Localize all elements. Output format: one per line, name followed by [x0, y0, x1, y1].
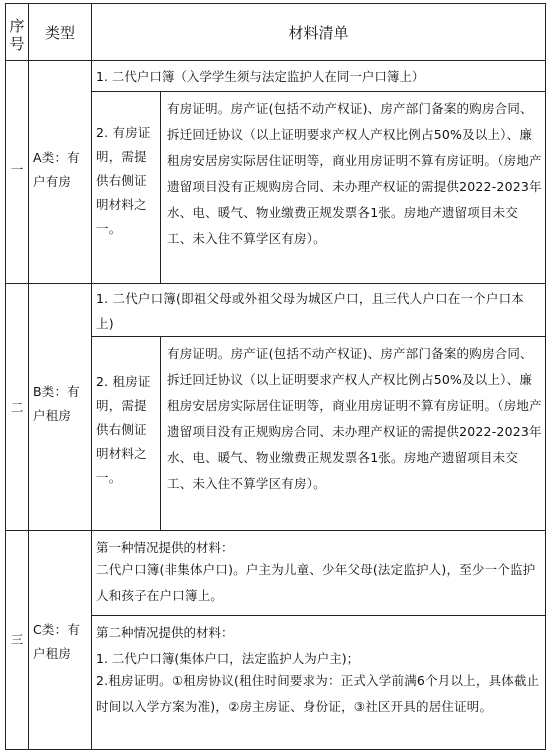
row-divider-bc — [5, 530, 546, 531]
header-type: 类型 — [44, 24, 75, 42]
row-b-item2-detail: 有房证明。房产证(包括不动产权证)、房产部门备案的购房合同、拆迁回迁协议（以上证明要求产权人产权比例占50%及以上）、廉租房安居房实际居住证明等，商业用房证明不算有房证明。（房地产遗留项目没有正规购房合同、未办理产权证的需提供2022-2023年水、电、暖气、物业缴费正规发票各1张。房地产遗留项目未交工、未入住不算学区有房）。 — [167, 346, 542, 491]
row-b-item2-label: 2. 租房证明，需提供右侧证明材料之一。 — [96, 374, 151, 485]
row-c-case2-item1: 1. 二代户口簿(集体户口，法定监护人为户主)； — [96, 651, 360, 666]
row-a-type: A类：有户有房 — [33, 150, 80, 189]
header-materials: 材料清单 — [288, 24, 349, 42]
rowA-inner-v — [160, 91, 161, 283]
row-c-case2-item2: 2.租房证明。①租房协议(租住时间要求为：正式入学前满6个月以上，具体截止时间以入学方案为准)，②房主房证、身份证，③社区开具的居住证明。 — [96, 673, 540, 714]
row-a-number: 一 — [10, 162, 24, 177]
row-c-type: C类：有户租房 — [33, 622, 81, 661]
col-divider-1 — [28, 3, 29, 750]
rowB-inner-v — [160, 336, 161, 530]
row-b-type: B类：有户租房 — [33, 384, 80, 423]
rowC-inner-h — [91, 615, 546, 616]
row-divider-ab — [5, 283, 546, 284]
row-c-number: 三 — [10, 632, 24, 647]
row-c-case1-body: 二代户口簿(非集体户口)。户主为儿童、少年父母(法定监护人)，至少一个监护人和孩子在户口簿上。 — [96, 562, 536, 603]
header-divider — [5, 60, 546, 61]
col-divider-2 — [91, 3, 92, 750]
row-a-item1: 1. 二代户口簿（入学学生须与法定监护人在同一户口簿上） — [96, 69, 425, 84]
row-a-item2-label: 2. 有房证明，需提供右侧证明材料之一。 — [96, 125, 151, 236]
row-b-item1: 1. 二代户口簿(即祖父母或外祖父母为城区户口，且三代人户口在一个户口本上) — [96, 291, 524, 331]
row-a-item2-detail: 有房证明。房产证(包括不动产权证)、房产部门备案的购房合同、拆迁回迁协议（以上证明要求产权人产权比例占50%及以上）、廉租房安居房实际居住证明等，商业用房证明不算有房证明。（房地产遗留项目没有正规购房合同、未办理产权证的需提供2022-2023年水、电、暖气、物业缴费正规发票各1张。房地产遗留项目未交工、未入住不算学区有房）。 — [167, 101, 542, 246]
row-c-case1-title: 第一种情况提供的材料： — [96, 540, 234, 555]
row-b-number: 二 — [10, 400, 24, 415]
row-c-case2-title: 第二种情况提供的材料： — [96, 625, 234, 640]
header-seq: 序号 — [9, 17, 25, 53]
table-border-top — [5, 3, 546, 4]
table-border-right — [545, 3, 546, 750]
